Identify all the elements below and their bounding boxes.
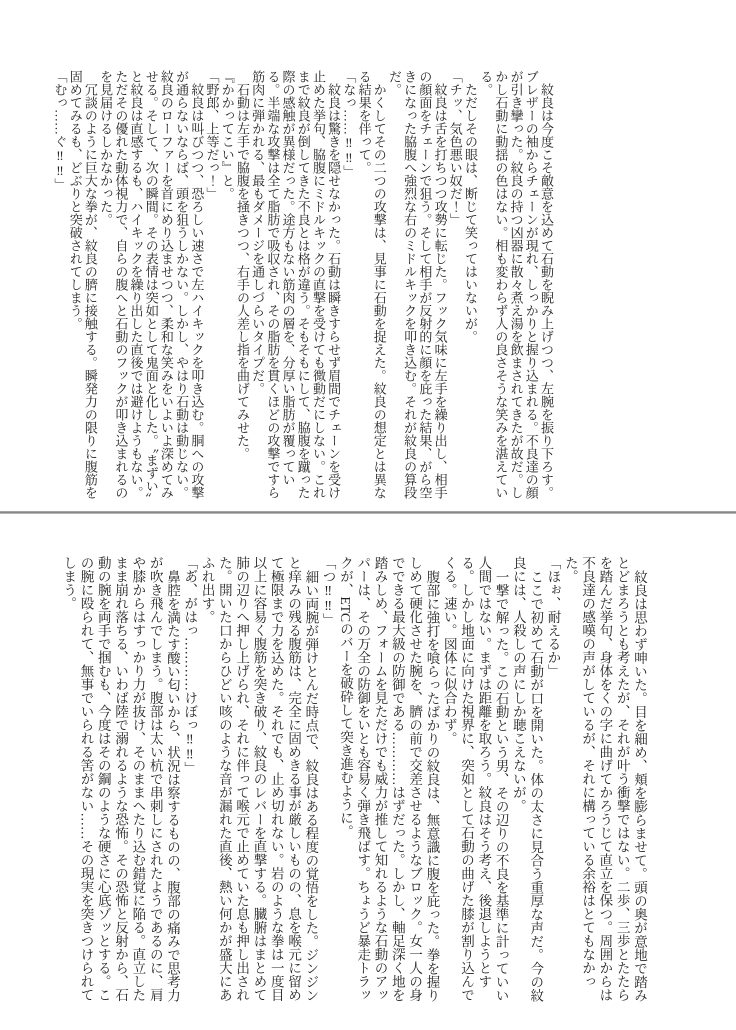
dialogue-line: 「あ゙、がはっ…………けぼっ‼‼」	[182, 556, 198, 775]
paragraph: 冗談のように巨大な拳が、紋良の臍に接触する。瞬発力の限りに腹筋を固めてみるも、どぶりと突破されてしまう。	[67, 70, 98, 499]
paragraph: かくしてその二つの攻撃は、見事に石動を捉えた。紋良の想定とは異なる結果を伴って。	[356, 70, 387, 499]
paragraph: 紋良は叫びつつ、恐ろしい速さで左ハイキックを叩き込む。胴への攻撃が通らないならば、頭を狙うしかない。しかし、やはり石動は動じない。紋良のローファーを首にめり込ませつつ、柔和な笑みをいよいよ深めてみせる。そして、次の瞬間。その表情は突如として鬼面と化した。〝まずい〟と紋良は直感するも、ハイキックを繰り出した直後では避けようもない。ただその優れた動体視力で、自らの腹へと石動のフックが叩き込まれるのを見届けるしかなかった。	[98, 70, 205, 499]
paragraph: 鼻腔を満たす酸い匂いから、状況は察するものの、腹部の痛みで思考力が吹き飛んでしまう。腹部は太い杭で串刺しにされたようであるのに、肩や膝からはすっかり力が抜け、そのままへたり込む錯覚に陥る。直立したまま崩れ落ちる、いわば陸で溺れるような恐怖。その恐怖と反射から、石動の腕を両手で掴むも、今度はその鋼のような硬さに心底ゾッとする。この腕に殴られて、無事でいられる筈がない……その現実を突きつけられてしまう。	[61, 556, 180, 1002]
dialogue-line: 「つ‼‼」	[320, 556, 336, 627]
paragraph: 紋良は思わず呻いた。目を細め、頬を膨らませて。頭の奥が意地で踏みとどまろうとも考えたが、それが叶う衝撃ではない。二歩、三歩とたたらを踏んだ挙句、身体をくの字に曲げてかろうじて直立を保つ。周囲からは不良達の感嘆の声がしているが、それに構っている余裕はとてもなかった。	[562, 556, 647, 1002]
dialogue-line: 「チッ、気色悪い奴だ！」	[447, 70, 463, 226]
paragraph: 一撃で解った。この石動という男、その辺りの不良を基準に計っていい人間ではない。まずは距離を取ろう。紋良はそう考え、後退しようとする。しかし地面に向けた視界に、突如として石動の曲げた膝が割り込んでくる。速い。図体に似合わず。	[441, 556, 509, 1002]
paragraph: ただしその眼は、断じて笑ってはいないが。	[462, 83, 478, 343]
dialogue-line: 「むっ……ぐ‼‼」	[52, 70, 68, 191]
paragraph: 石動は左手で脇腹を掻きつつ、右手の人差し指を曲げてみせた。	[234, 83, 250, 460]
paragraph: 紋良は舌を打ちつつ攻勢に転じた。フック気味に左手を繰り出し、相手の顔面をチェーンで狙う。そして相手が反射的に顔を庇った結果、がら空きになった脇腹へ強烈な右のミドルキックを叩き込む。それが紋良の算段だ。	[386, 70, 448, 499]
dialogue-line: 「ほぉ、耐えるか」	[545, 556, 561, 678]
paragraph: 細い両腕が弾けとんだ時点で、紋良はある程度の覚悟をした。ジンジンと痒みの残る腹筋は、完全に固めきる事が厳しいものの、息を喉元に留めて極限まで力を込めた。それでも、止め切れない。岩のような拳は一度目以上に容易く腹筋を突き破り、紋良のレバーを直撃する。臓腑はまとめて肺の辺りへ押し上げられ、それに伴って喉元で止めていた息も押し出された。開いた口からひどい咳のような音が漏れた直後、熱い何かが盛大にあふれ出す。	[199, 556, 319, 1002]
bottom-text-section	[60, 556, 648, 1003]
paragraph: ここで初めて石動が口を開いた。体の太さに見合う重厚な声だ。今の紋良には、人殺しの声にしか聴こえないが。	[510, 556, 544, 1002]
dialogue-line: 「野郎、上等だっ！」	[204, 70, 220, 200]
dialogue-line: 『かかってこい』と。	[219, 70, 235, 200]
top-text-section	[52, 70, 554, 500]
dialogue-line: 「なっ……‼‼」	[341, 70, 357, 178]
paragraph: 紋良は驚きを隠せなかった。石動は瞬きすらせず眉間でチェーンを受け止めた挙句、脇腹にミドルキックの直撃を受けても微動だにしない。これまで紋良が倒してきた不良とは格が違う。そもそもにして、脇腹を蹴った際の感触が異様だった。途方もない筋肉の層を、分厚い脂肪が覆っている。半端な攻撃は全て脂肪で吸収され、その脂肪を貫くほどの攻撃ですら筋肉に弾かれる、最もダメージを通しづらいタイプだ。	[250, 70, 342, 499]
paragraph: 腹部に強打を喰らったばかりの紋良は、無意識に腹を庇った。拳を握りしめて硬化させた腕を、臍の前で交差させるようなブロック。女一人の身でできる最大級の防御である…………はずだった。しかし、軸足深く地を踏みしめ、フォームを見ただけでも威力が推して知れるような石動のアッパーは、その万全の防御をいとも容易く弾き飛ばす。ちょうど暴走トラックが、ETCのバーを破砕して突き進むように。	[337, 556, 440, 1002]
section-divider-rule	[0, 511, 736, 514]
paragraph: 紋良は今度こそ敵意を込めて石動を睨み上げつつ、左腕を振り下ろす。ブレザーの袖からチェーンが現れ、しっかりと握り込まれる。不良達の顔が引き攣った。紋良の持つ凶器に散々煮え湯を飲まされてきたが故だ。しかし石動に動揺の色はない。相も変わらず人の良さそうな笑みを湛えている。	[478, 70, 554, 499]
